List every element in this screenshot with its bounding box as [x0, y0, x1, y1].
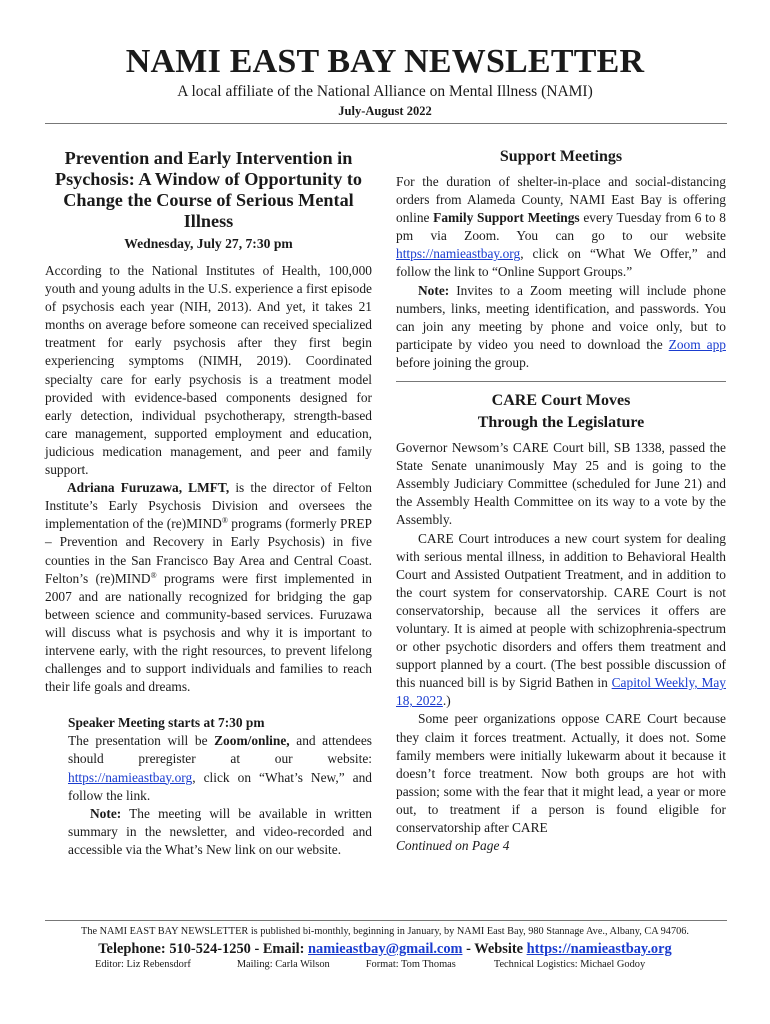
masthead-divider	[45, 123, 727, 124]
paragraph-text: every Tuesday from 6 to 8 pm via Zoom. You can go to our website	[396, 210, 726, 244]
footer-divider	[45, 920, 727, 921]
paragraph-text: , click on “What’s New,” and follow the link.	[68, 769, 372, 803]
speaker-name: Adriana Furuzawa, LMFT,	[67, 480, 230, 496]
paragraph-text: before joining the group.	[396, 354, 530, 370]
right-column	[396, 146, 726, 855]
website-link[interactable]: https://namieastbay.org	[526, 941, 672, 957]
capitol-weekly-link[interactable]: Capitol Weekly, May 18, 2022	[396, 675, 726, 709]
paragraph-text: programs were first implemented in 2007 and are nationally recognized for bridging the gap between science and community-based services. Furuzawa will discuss what is psychosis and why it is important to intervene early, with the right resources, to prevent lifelong challenges and to support individuals and families to reach their life goals and dreams.	[45, 570, 372, 695]
registered-mark: ®	[150, 570, 157, 580]
website-link[interactable]: https://namieastbay.org	[396, 246, 521, 262]
paragraph-text: .)	[442, 693, 451, 709]
left-column	[45, 146, 372, 859]
paragraph-text: programs (formerly PREP – Prevention and Recovery in Early Psychosis) in five counties in the San Francisco Bay Area and Central Coast. Felton’s (re)MIND	[45, 516, 372, 586]
note-label: Note:	[90, 805, 122, 821]
note-label: Note:	[418, 282, 450, 298]
care-heading-line: Through the Legislature	[477, 413, 645, 431]
format-credit: Format: Tom Thomas	[365, 959, 456, 970]
continued-note: Continued on Page 4	[396, 838, 510, 854]
newsletter-subtitle: A local affiliate of the National Alliance on Mental Illness (NAMI)	[177, 83, 593, 100]
speaker-meeting-box	[68, 714, 372, 859]
paragraph-text: , click on “What We Offer,” and follow the link to “Online Support Groups.”	[396, 246, 726, 280]
website-label: - Website	[462, 941, 527, 957]
support-meetings-heading: Support Meetings	[499, 148, 623, 165]
family-support-label: Family Support Meetings	[433, 210, 580, 226]
event-date: Wednesday, July 27, 7:30 pm	[124, 236, 293, 251]
website-link[interactable]: https://namieastbay.org	[68, 769, 193, 785]
mailing-credit: Mailing: Carla Wilson	[236, 959, 330, 970]
care-paragraph: Some peer organizations oppose CARE Court because they claim it forces treatment. Actually, it does not. Some family members were initially lukewarm about it because it doesn’t force treatment. Now both groups are hot with passion; some with the fear that it might lead, a year or more out, to treatment if a person is found eligible for conservatorship after CARE	[396, 711, 726, 835]
paragraph-text: and attendees should preregister at our website:	[68, 733, 372, 767]
paragraph-text: is the director of Felton Institute’s Early Psychosis Division and oversees the implementation of the (re)MIND	[45, 480, 372, 532]
care-court-heading	[396, 390, 726, 433]
care-heading-line: CARE Court Moves	[491, 392, 631, 410]
support-note	[396, 282, 726, 372]
speaker-note	[68, 805, 372, 859]
support-paragraph	[396, 173, 726, 282]
paragraph-text: The presentation will be	[68, 733, 215, 749]
issue-date: July-August 2022	[338, 104, 432, 118]
logistics-credit: Technical Logistics: Michael Godoy	[493, 959, 646, 970]
registered-mark: ®	[221, 516, 228, 526]
section-divider	[396, 381, 726, 382]
paragraph-text: For the duration of shelter-in-place and social-distancing orders from Alameda County, NAMI East Bay is offering online	[396, 174, 726, 226]
article-headline: Prevention and Early Intervention in Psychosis: A Window of Opportunity to Change the Course of Serious Mental Illness	[54, 148, 363, 231]
phone-email-label: Telephone: 510-524-1250 - Email:	[98, 941, 309, 957]
speaker-meeting-text	[68, 732, 372, 804]
article-paragraph	[45, 479, 372, 696]
editor-credit: Editor: Liz Rebensdorf	[95, 959, 191, 970]
article-paragraph: According to the National Institutes of Health, 100,000 youth and young adults in the U.S. experience a first episode of psychosis each year (NIH, 2013). And yet, it takes 21 months on average before someone can received specialized treatment for early psychosis after they first begin experiencing symptoms (NIMH, 2019). Coordinated specialty care for early psychosis is a treatment model provided with evidence-based components designed for early detection, individual psychotherapy, strength-based care management, supported employment and education, judicious medication management, and peer and family support.	[45, 263, 372, 478]
staff-credits	[95, 958, 645, 972]
zoom-app-link[interactable]: Zoom app	[668, 336, 726, 352]
zoom-online-label: Zoom/online,	[214, 733, 290, 749]
speaker-meeting-heading: Speaker Meeting starts at 7:30 pm	[68, 715, 265, 731]
paragraph-text: CARE Court introduces a new court system for dealing with serious mental illness, in addition to Behavioral Health Court and Assisted Outpatient Treatment, and in addition to the court system for conservatorship. CARE Court is not conservatorship, because all the services it offers are voluntary. It is aimed at people with schizophrenia-spectrum or other psychotic disorders and offers them treatment and support planned by a court. (The best possible discussion of this nuanced bill is by Sigrid Bathen in	[396, 530, 726, 691]
contact-line	[0, 940, 770, 958]
email-link[interactable]: namieastbay@gmail.com	[308, 941, 463, 957]
care-paragraph: Governor Newsom’s CARE Court bill, SB 1338, passed the State Senate unanimously May 25 and is going to the Assembly Judiciary Committee (scheduled for June 21) and the Assembly Health Committee on its way to a vote by the Assembly.	[396, 440, 726, 528]
publication-notice: The NAMI EAST BAY NEWSLETTER is published bi-monthly, beginning in January, by NAMI East Bay, 980 Stannage Ave., Albany, CA 94706.	[81, 926, 689, 937]
paragraph-text: Invites to a Zoom meeting will include phone numbers, links, meeting identification, and passwords. You can join any meeting by phone and voice only, but to participate by video you need to download the	[396, 282, 726, 352]
care-paragraph	[396, 530, 726, 711]
newsletter-title: NAMI EAST BAY NEWSLETTER	[125, 43, 645, 80]
paragraph-text: The meeting will be available in written summary in the newsletter, and video-recorded and accessible via the What’s New link on our website.	[68, 805, 372, 857]
